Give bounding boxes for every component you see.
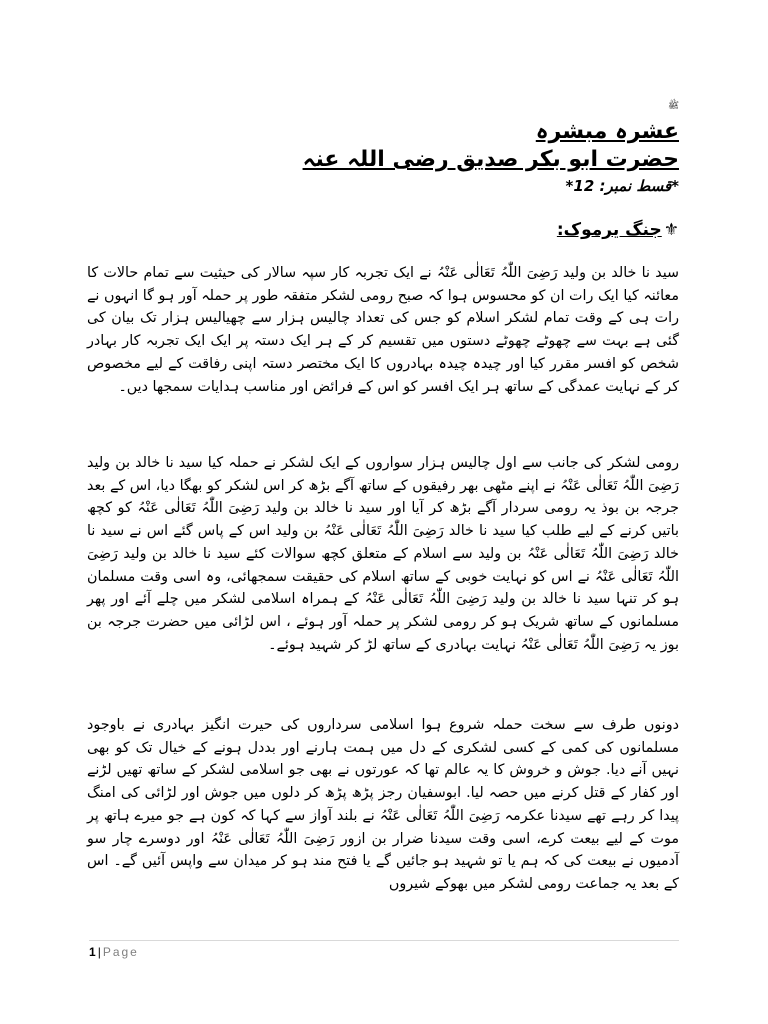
document-subtitle: حضرت ابو بکر صدیق رضی اللہ عنہ xyxy=(302,147,679,172)
document-title: عشرہ مبشرہ xyxy=(535,119,679,144)
page-label: Page xyxy=(102,945,139,959)
section-heading-text: جنگ یرموک: xyxy=(556,220,662,240)
page-footer xyxy=(89,944,139,960)
header-ornament: ﷺ xyxy=(668,101,679,111)
page-number: 1 xyxy=(89,945,96,959)
episode-number: *قسط نمبر: 12* xyxy=(565,177,679,195)
paragraph-text: رومی لشکر کی جانب سے اول چالیس ہزار سواروں کے ایک لشکر نے حملہ کیا سید نا خالد بن ولید رَضِیَ اللّٰہُ تَعَالٰی عَنْہُ نے اپنے مٹھی بھر رفیقوں کے ساتھ آگے بڑھ کر اس لشکر کو بھگا دیا، اس کے بعد جرجہ بن بوذ یہ رومی سردار آگے بڑھ کر آیا اور سید نا خالد بن ولید رَضِیَ اللّٰہُ تَعَالٰی عَنْہُ کو کچھ باتیں کرنے کے لیے طلب کیا سید نا خالد رَضِیَ اللّٰہُ تَعَالٰی عَنْہُ بن ولید اس کے پاس گئے اس نے سید نا خالد رَضِیَ اللّٰہُ تَعَالٰی عَنْہُ بن ولید سے اسلام کے متعلق کچھ سوالات کئے سید نا خالد بن ولید رَضِیَ اللّٰہُ تَعَالٰی عَنْہُ نے اس کو نہایت خوبی کے ساتھ اسلام کی حقیقت سمجھائی، وہ اسی وقت مسلمان ہو کر تنہا سید نا خالد بن ولید رَضِیَ اللّٰہُ تَعَالٰی عَنْہُ کے ہمراہ اسلامی لشکر میں چلے آئے اور پھر مسلمانوں کے ساتھ شریک ہو کر رومی لشکر پر حملہ آور ہوئے ، اس لڑائی میں حضرت جرجہ بن بوز یہ رَضِیَ اللّٰہُ تَعَالٰی عَنْہُ نہایت بہادری کے ساتھ لڑ کر شہید ہوئے۔ xyxy=(87,455,679,653)
footer-divider xyxy=(89,940,679,941)
paragraph xyxy=(87,452,679,656)
footer-separator: | xyxy=(97,945,101,959)
paragraph-text: دونوں طرف سے سخت حملہ شروع ہوا اسلامی سرداروں کی حیرت انگیز بہادری نے باوجود مسلمانوں کی کمی کے کسی لشکری کے دل میں ہمت ہارنے اور بددل ہونے کے خیال تک کو بھی نہیں آنے دیا. جوش و خروش کا یہ عالم تھا کہ عورتوں نے بھی جو اسلامی لشکر کے ساتھ تھیں لڑنے اور کفار کے قتل کرنے میں حصہ لیا. ابوسفیان رجز پڑھ پڑھ کر دلوں میں جوش اور لڑائی کی امنگ پیدا کر رہے تھے سیدنا عکرمہ رَضِیَ اللّٰہُ تَعَالٰی عَنْہُ نے بلند آواز سے کہا کہ کون ہے جو میرے ہاتھ پر موت کے لیے بیعت کرے، اسی وقت سیدنا ضرار بن ازور رَضِیَ اللّٰہُ تَعَالٰی عَنْہُ اور دوسرے چار سو آدمیوں نے بیعت کی کہ ہم یا تو شہید ہو جائیں گے یا فتح مند ہو کر میدان سے واپس آئیں گے۔ اس کے بعد یہ جماعت رومی لشکر میں بھوکے شیروں xyxy=(87,717,679,892)
paragraph-text: سید نا خالد بن ولید رَضِیَ اللّٰہُ تَعَالٰی عَنْہُ نے ایک تجربہ کار سپہ سالار کی حیثیت سے تمام حالات کا معائنہ کیا ایک رات ان کو محسوس ہوا کہ صبح رومی لشکر متفقہ طور پر حملہ آور ہو گا انہوں نے رات ہی کے وقت تمام لشکر اسلام کو جس کی تعداد چالیس ہزار سے چھیالیس ہزار تک بیان کی گئی ہے بہت سے چھوٹے چھوٹے دستوں میں تقسیم کر کے ہر ایک دستہ پر ایک ایک تجربہ کار بہادر شخص کو افسر مقرر کیا اور چیدہ چیدہ بہادروں کا ایک مختصر دستہ اپنی رفاقت کے لیے مخصوص کر کے نہایت عمدگی کے ساتھ ہر ایک افسر کو اس کے فرائض اور مناسب ہدایات سمجھا دیں۔ xyxy=(87,265,679,395)
paragraph xyxy=(87,714,679,896)
paragraph xyxy=(87,262,679,398)
fleur-de-lis-icon: ⚜ xyxy=(663,220,679,240)
section-heading xyxy=(79,218,679,242)
